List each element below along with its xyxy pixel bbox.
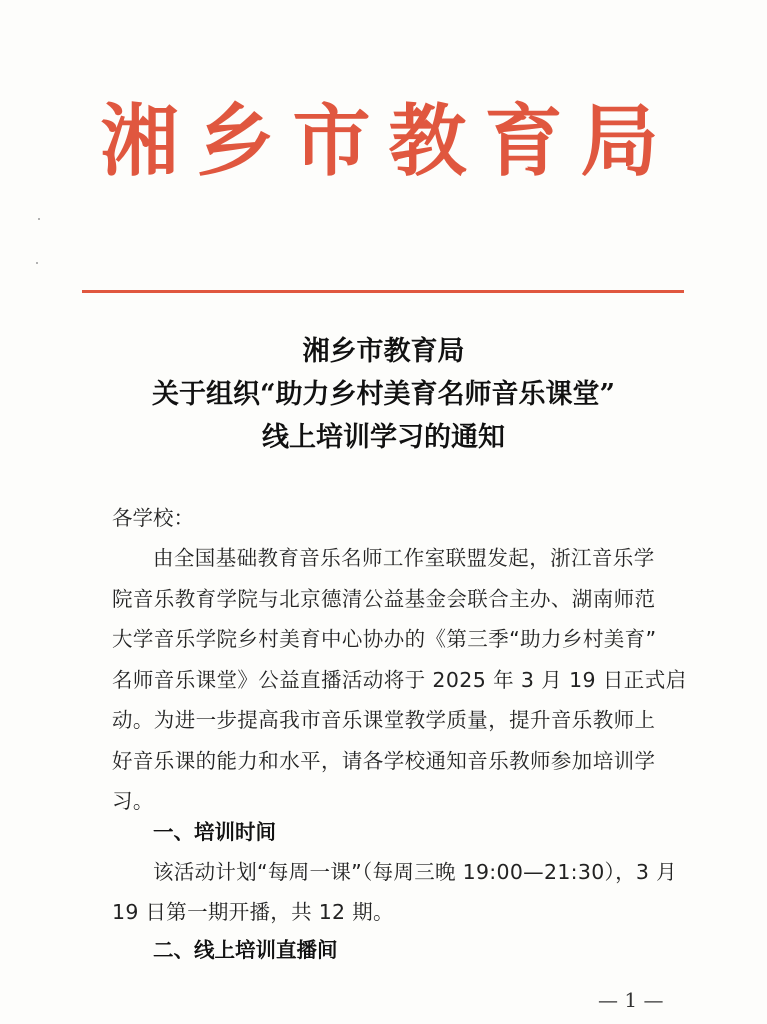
- intro-line: 由全国基础教育音乐名师工作室联盟发起，浙江音乐学: [153, 546, 655, 570]
- intro-line: 好音乐课的能力和水平，请各学校通知音乐教师参加培训学: [112, 748, 656, 773]
- salutation: 各学校：: [112, 506, 194, 530]
- notice-title: [0, 330, 767, 459]
- intro-line: 大学音乐学院乡村美育中心协办的《第三季“助力乡村美育”: [112, 627, 657, 651]
- intro-line: 院音乐教育学院与北京德清公益基金会联合主办、湖南师范: [112, 586, 656, 611]
- intro-line: 习。: [112, 789, 154, 813]
- page-number: — 1 —: [598, 988, 664, 1012]
- scan-speck: [36, 262, 38, 264]
- section-heading-training-time: 一、培训时间: [153, 820, 276, 844]
- section-heading-livestream-room: 二、线上培训直播间: [153, 938, 338, 962]
- notice-title-line-3: 线上培训学习的通知: [262, 422, 505, 453]
- notice-title-line-2: 关于组织“助力乡村美育名师音乐课堂”: [151, 379, 616, 410]
- intro-line: 名师音乐课堂》公益直播活动将于 2025 年 3 月 19 日正式启: [112, 667, 687, 692]
- intro-line: 动。为进一步提高我市音乐课堂教学质量，提升音乐教师上: [112, 708, 656, 732]
- notice-title-line-1: 湘乡市教育局: [302, 336, 465, 367]
- letterhead-red-rule: [82, 290, 684, 293]
- training-time-line: 该活动计划“每周一课”（每周三晚 19:00—21:30），3 月: [153, 860, 677, 884]
- training-time-paragraph: [112, 852, 677, 932]
- intro-paragraph: [112, 538, 687, 822]
- letterhead-title: 湘乡市教育局: [100, 96, 677, 187]
- training-time-line: 19 日第一期开播，共 12 期。: [112, 900, 394, 924]
- scan-speck: [38, 218, 40, 220]
